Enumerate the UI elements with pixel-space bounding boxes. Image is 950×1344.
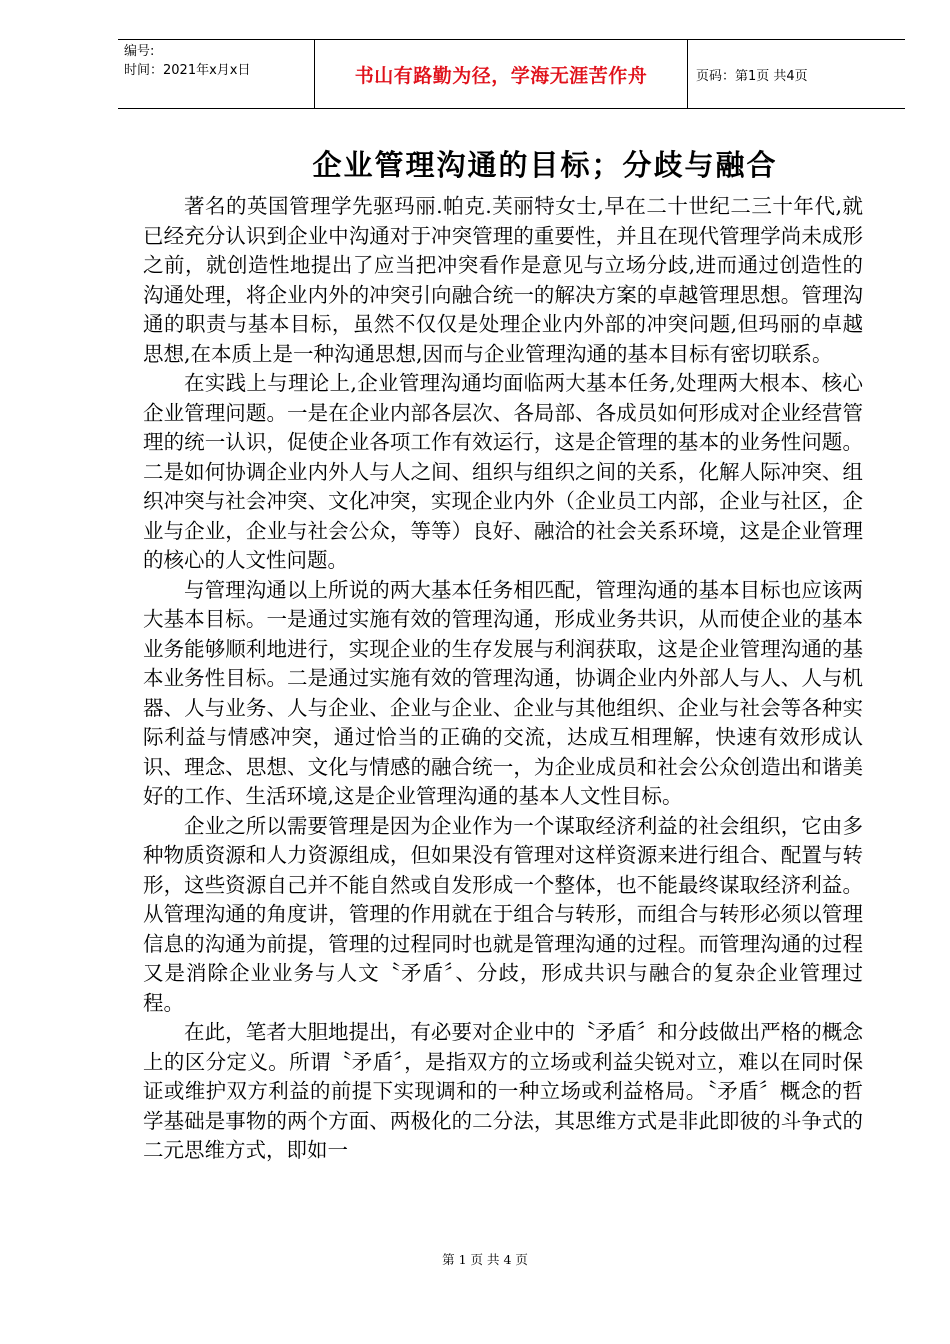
header-page-info: 页码：第1页 共4页	[696, 68, 808, 84]
body-paragraph: 与管理沟通以上所说的两大基本任务相匹配，管理沟通的基本目标也应该两大基本目标。一是通过实施有效的管理沟通，形成业务共识，从而使企业的基本业务能够顺利地进行，实现企业的生存发展与利润获取，这是企业管理沟通的基本业务性目标。二是通过实施有效的管理沟通，协调企业内外部人与人、人与机器、人与业务、人与企业、企业与企业、企业与其他组织、企业与社会等各种实际利益与情感冲突，通过恰当的正确的交流，达成互相理解，快速有效形成认识、理念、思想、文化与情感的融合统一，为企业成员和社会公众创造出和谐美好的工作、生活环境,这是企业管理沟通的基本人文性目标。	[143, 577, 863, 808]
header-table	[118, 39, 905, 109]
page-footer: 第 1 页 共 4 页	[442, 1252, 528, 1267]
header-motto: 书山有路勤为径，学海无涯苦作舟	[315, 40, 688, 108]
document-body	[143, 192, 863, 1166]
document-time-label: 时间：2021年x月x日	[124, 63, 251, 78]
document-title: 企业管理沟通的目标；分歧与融合	[312, 148, 778, 182]
body-paragraph: 在实践上与理论上,企业管理沟通均面临两大基本任务,处理两大根本、核心企业管理问题。一是在企业内部各层次、各局部、各成员如何形成对企业经营管理的统一认识，促使企业各项工作有效运行，这是企管理的基本的业务性问题。二是如何协调企业内外人与人之间、组织与组织之间的关系，化解人际冲突、组织冲突与社会冲突、文化冲突，实现企业内外（企业员工内部，企业与社区，企业与企业，企业与社会公众，等等）良好、融洽的社会关系环境，这是企业管理的核心的人文性问题。	[143, 371, 863, 572]
body-paragraph: 企业之所以需要管理是因为企业作为一个谋取经济利益的社会组织，它由多种物质资源和人力资源组成，但如果没有管理对这样资源来进行组合、配置与转形，这些资源自己并不能自然或自发形成一个整体，也不能最终谋取经济利益。从管理沟通的角度讲，管理的作用就在于组合与转形，而组合与转形必须以管理信息的沟通为前提，管理的过程同时也就是管理沟通的过程。而管理沟通的过程又是消除企业业务与人文〝矛盾〞、分歧，形成共识与融合的复杂企业管理过程。	[143, 813, 863, 1015]
body-paragraph: 著名的英国管理学先驱玛丽.帕克.芙丽特女士,早在二十世纪二三十年代,就已经充分认识到企业中沟通对于冲突管理的重要性，并且在现代管理学尚未成形之前，就创造性地提出了应当把冲突看作是意见与立场分歧,进而通过创造性的沟通处理，将企业内外的冲突引向融合统一的解决方案的卓越管理思想。管理沟通的职责与基本目标，虽然不仅仅是处理企业内外部的冲突问题,但玛丽的卓越思想,在本质上是一种沟通思想,因而与企业管理沟通的基本目标有密切联系。	[143, 194, 863, 366]
body-paragraph: 在此，笔者大胆地提出，有必要对企业中的〝矛盾〞和分歧做出严格的概念上的区分定义。所谓〝矛盾〞，是指双方的立场或利益尖锐对立，难以在同时保证或维护双方利益的前提下实现调和的一种立场或利益格局。〝矛盾〞概念的哲学基础是事物的两个方面、两极化的二分法，其思维方式是非此即彼的斗争式的二元思维方式，即如一	[143, 1020, 863, 1162]
document-number-label: 编号:	[124, 44, 155, 59]
header-meta-cell	[118, 40, 315, 108]
